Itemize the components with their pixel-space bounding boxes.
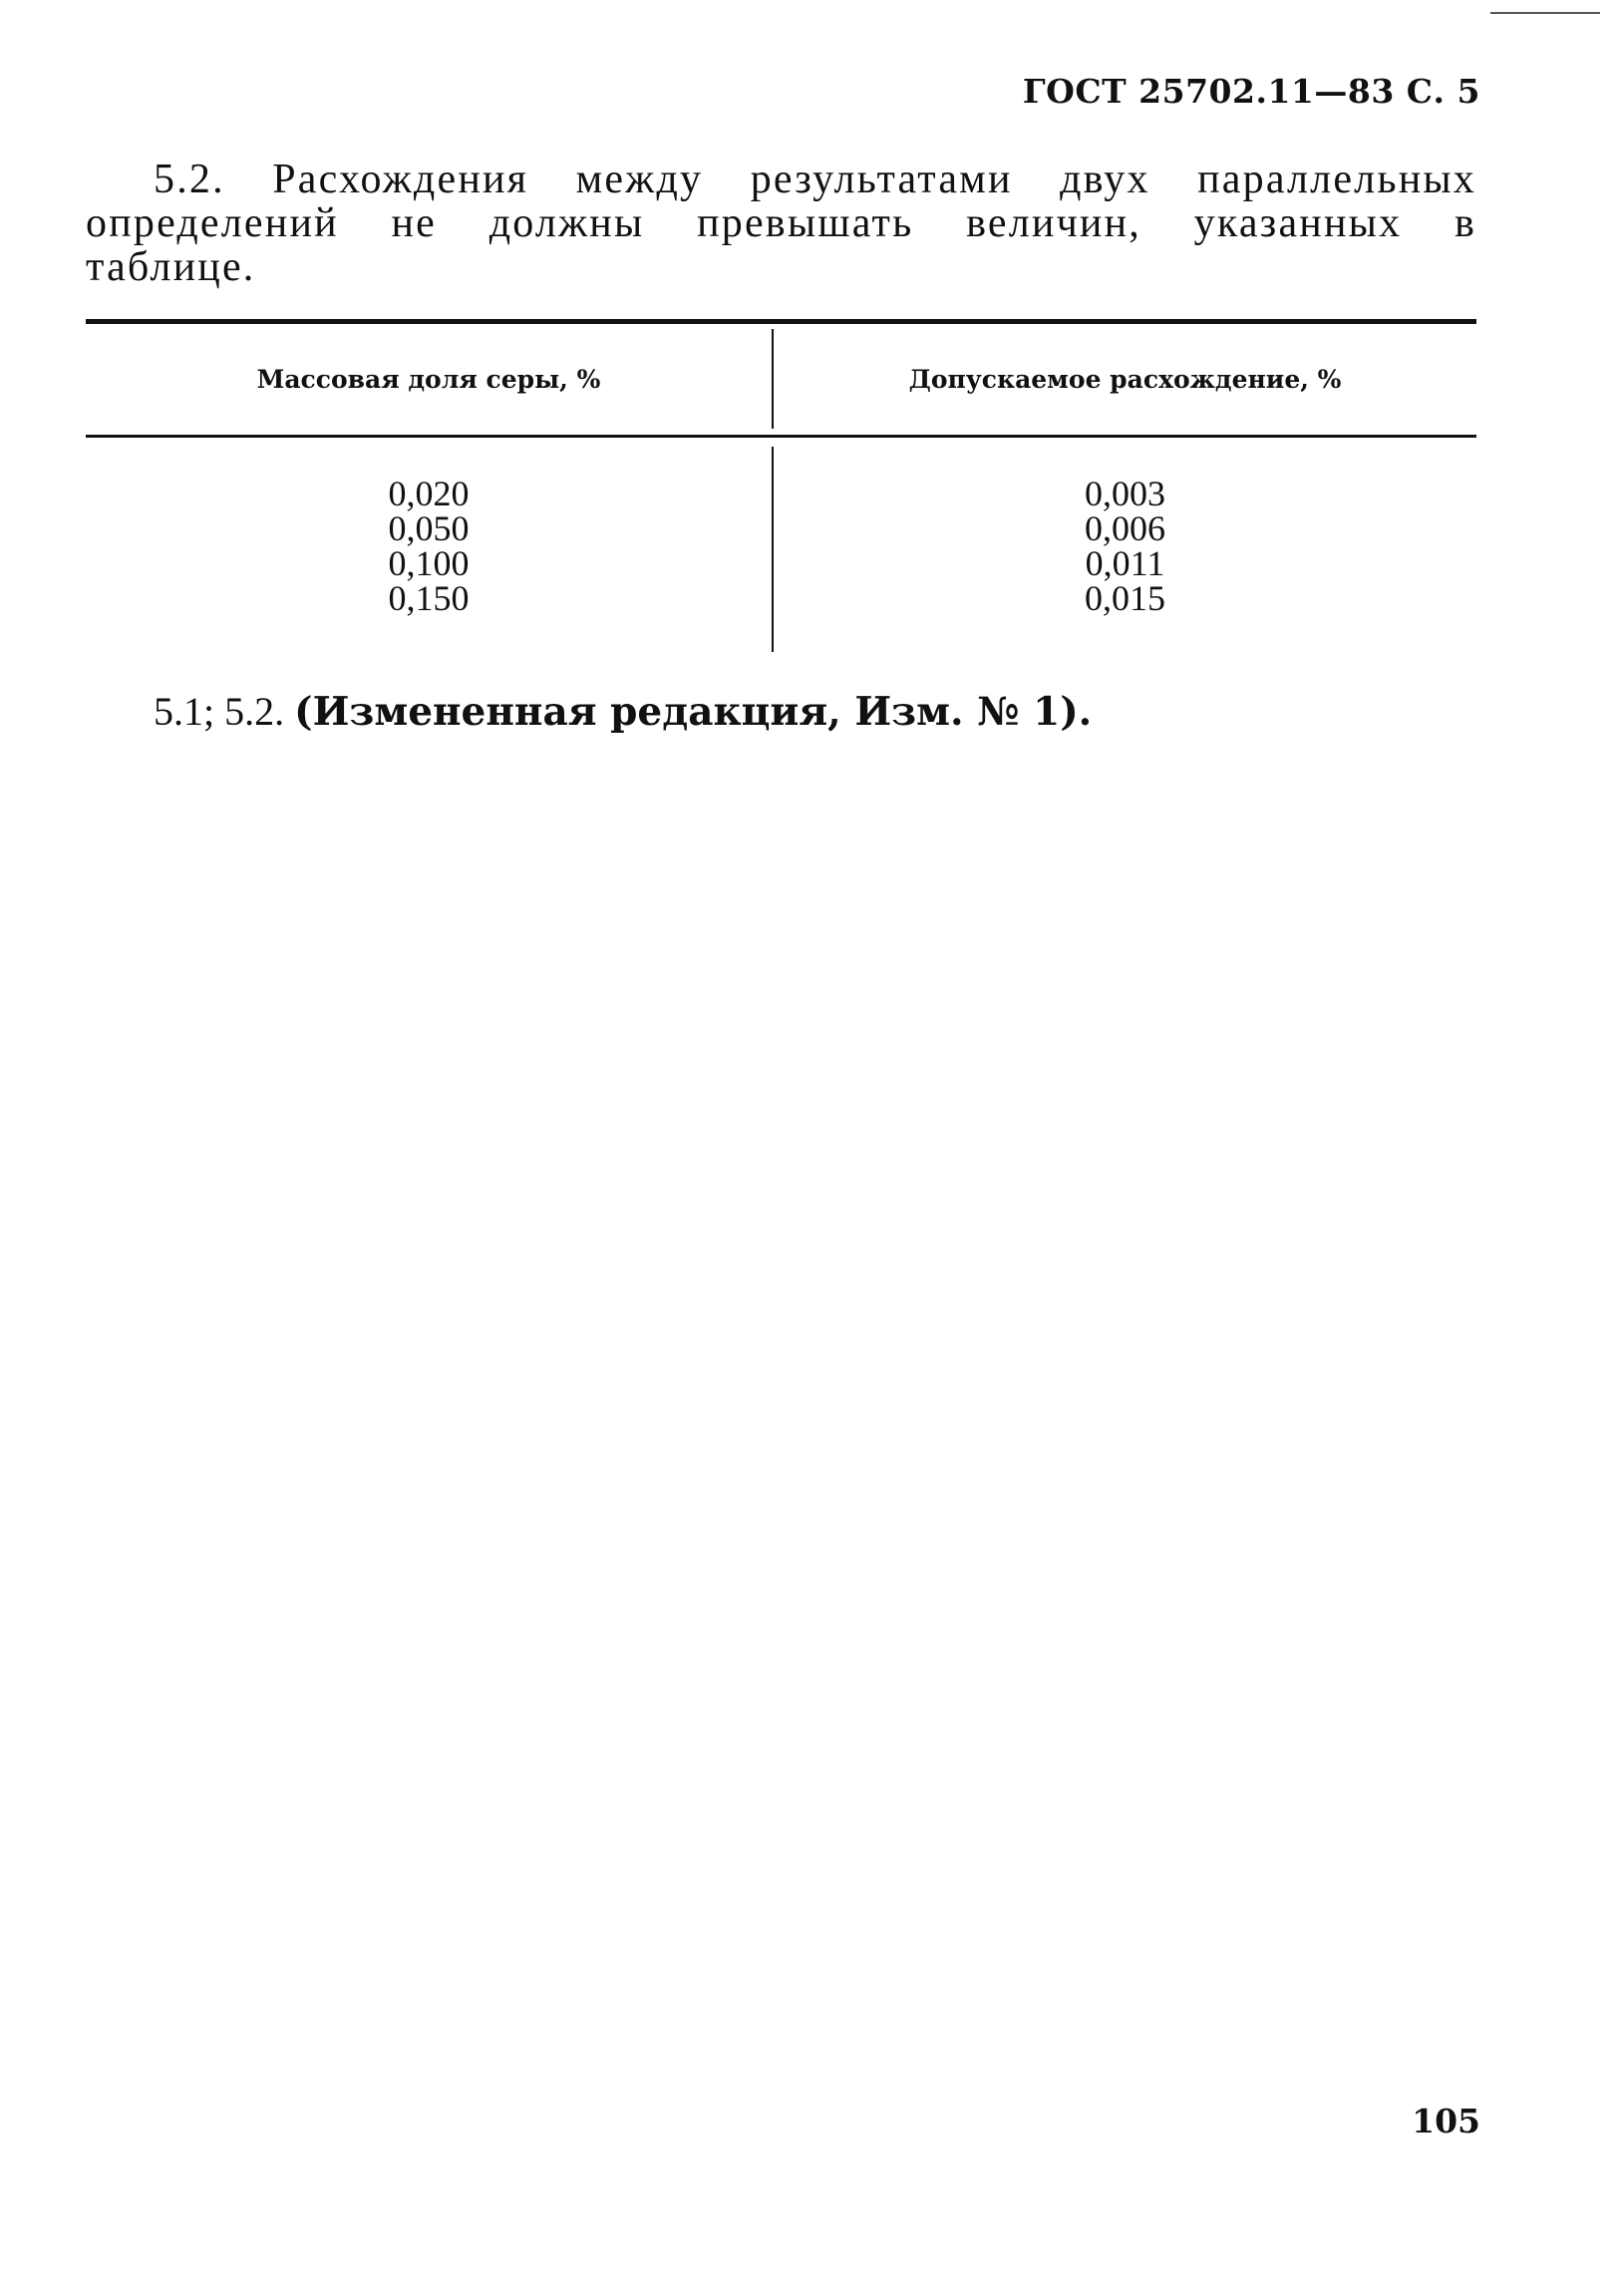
- table-cell: 0,050: [388, 508, 470, 548]
- page-number: 105: [1412, 2102, 1480, 2140]
- column-header-allowed-difference: Допускаемое расхождение, %: [908, 365, 1342, 394]
- amendment-edition-note: (Измененная редакция, Изм. № 1).: [294, 689, 1093, 735]
- table-cell: 0,015: [1085, 578, 1165, 618]
- amendment-note: [154, 688, 1092, 735]
- document-header: ГОСТ 25702.11—83 С. 5: [1022, 72, 1480, 111]
- sulfur-fraction-column: [86, 474, 772, 618]
- tolerance-table: [86, 319, 1476, 658]
- table-cell: 0,150: [388, 578, 470, 618]
- table-top-rule: [86, 319, 1476, 324]
- table-cell: 0,003: [1085, 474, 1165, 513]
- table-cell: 0,011: [1085, 543, 1165, 583]
- table-header-rule: [86, 435, 1476, 438]
- corner-rule: [1490, 12, 1600, 14]
- allowed-difference-column: [774, 474, 1476, 618]
- table-cell: 0,006: [1085, 508, 1165, 548]
- table-cell: 0,100: [388, 543, 470, 583]
- column-header-sulfur-fraction: Массовая доля серы, %: [256, 365, 601, 394]
- clause-5-2-paragraph: 5.2. Расхождения между результатами двух параллельных определений не должны превышать величин, указанных в таблице.: [86, 157, 1476, 290]
- amendment-clause-ref: 5.1; 5.2.: [154, 689, 295, 734]
- table-cell: 0,020: [388, 474, 470, 513]
